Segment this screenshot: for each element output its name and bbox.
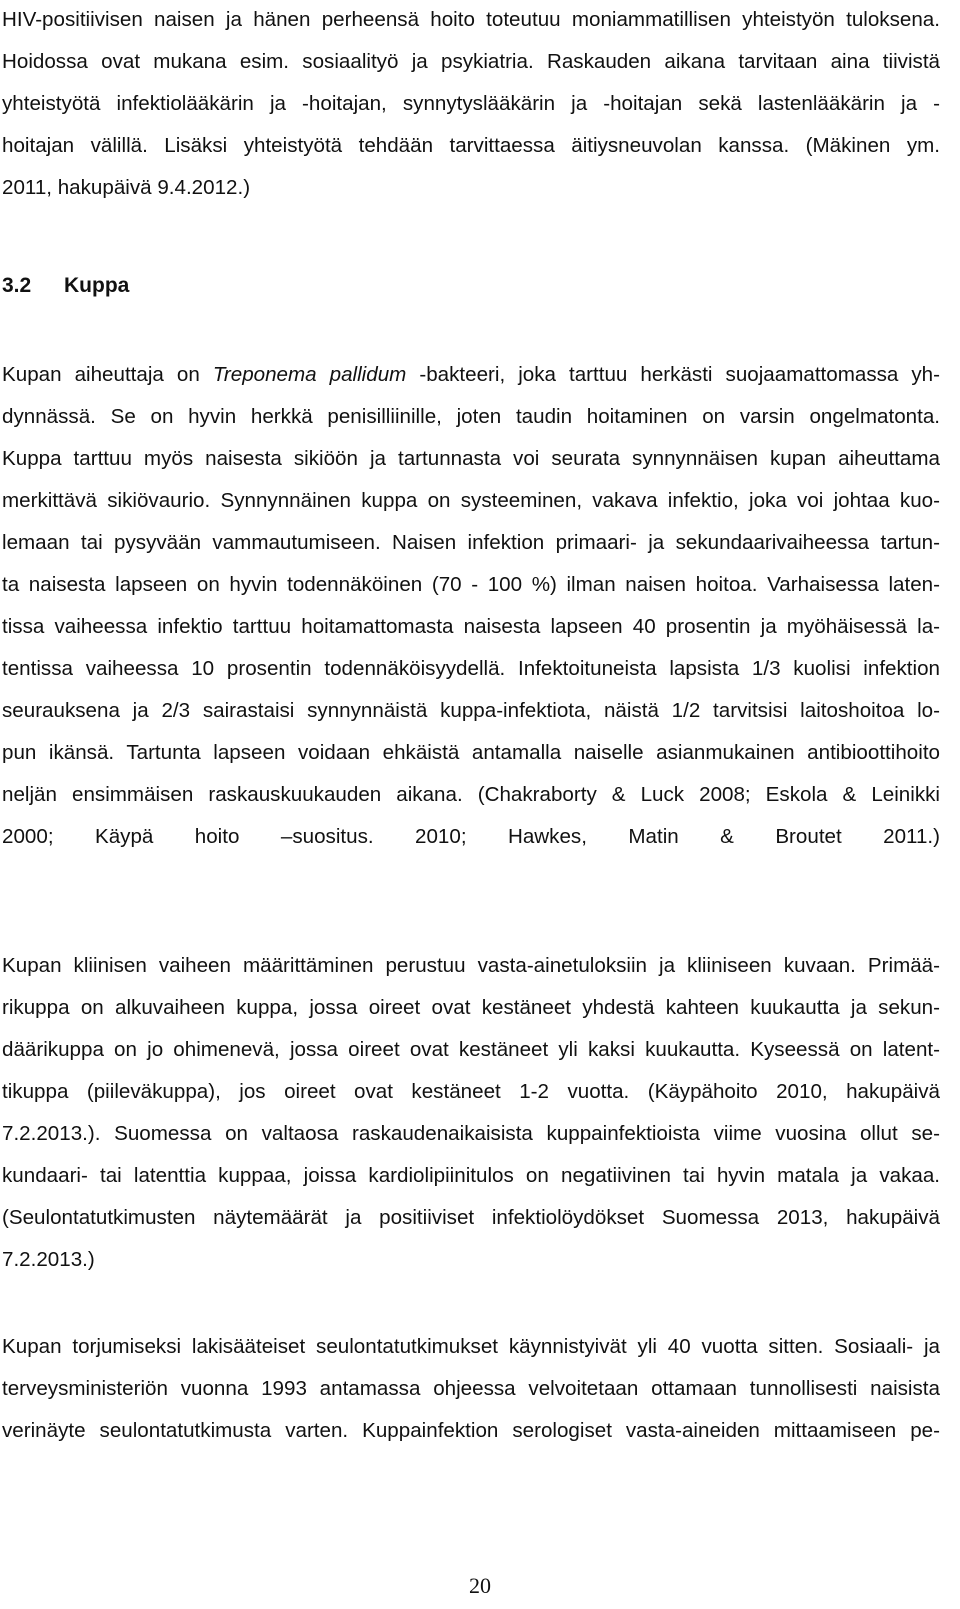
section-heading xyxy=(2,266,129,306)
text-line: 7.2.2013.) xyxy=(2,1248,95,1271)
text-line: 2011, hakupäivä 9.4.2012.) xyxy=(2,176,251,199)
text-line: tissa vaiheessa infektio tarttuu hoitamattomasta naisesta lapseen 40 prosentin ja myöhäisessä la- xyxy=(2,615,940,638)
text-line: 7.2.2013.). Suomessa on valtaosa raskaudenaikaisista kuppainfektioista viime vuosina ollut se- xyxy=(2,1122,940,1145)
text-line: pun ikänsä. Tartunta lapseen voidaan ehkäistä antamalla naiselle asianmukainen antibioottihoito xyxy=(2,741,940,764)
text-line: Kupan kliinisen vaiheen määrittäminen perustuu vasta-ainetuloksiin ja kliiniseen kuvaan. Primää- xyxy=(2,954,940,977)
section-number: 3.2 xyxy=(2,274,32,297)
text-line: merkittävä sikiövaurio. Synnynnäinen kuppa on systeeminen, vakava infektio, joka voi johtaa kuo- xyxy=(2,489,940,512)
text-line: 2000; Käypä hoito –suositus. 2010; Hawkes, Matin & Broutet 2011.) xyxy=(2,825,940,848)
text-line xyxy=(2,859,940,899)
text-line: lemaan tai pysyvään vammautumiseen. Naisen infektion primaari- ja sekundaarivaiheessa tartun- xyxy=(2,531,940,554)
text-line: kundaari- tai latenttia kuppaa, joissa kardiolipiinitulos on negatiivinen tai hyvin matala ja vakaa. xyxy=(2,1164,940,1187)
text-line: terveysministeriön vuonna 1993 antamassa ohjeessa velvoitetaan ottamaan tunnollisesti naisista xyxy=(2,1377,940,1400)
text-line: tentissa vaiheessa 10 prosentin todennäköisyydellä. Infektoituneista lapsista 1/3 kuolisi infektion xyxy=(2,657,940,680)
text-line: (Seulontatutkimusten näytemäärät ja positiiviset infektiolöydökset Suomessa 2013, hakupäivä xyxy=(2,1206,940,1229)
text-line: HIV-positiivisen naisen ja hänen perheensä hoito toteutuu moniammatillisen yhteistyön tuloksena. xyxy=(2,8,940,31)
text-line: yhteistyötä infektiolääkärin ja -hoitajan, synnytyslääkärin ja -hoitajan sekä lastenlääkärin ja - xyxy=(2,92,940,115)
text-line: rikuppa on alkuvaiheen kuppa, jossa oireet ovat kestäneet yhdestä kahteen kuukautta ja sekun- xyxy=(2,996,940,1019)
text-line: neljän ensimmäisen raskauskuukauden aikana. (Chakraborty & Luck 2008; Eskola & Leinikki xyxy=(2,783,940,806)
text-line: däärikuppa on jo ohimenevä, jossa oireet ovat kestäneet yli kaksi kuukautta. Kyseessä on latent- xyxy=(2,1038,940,1061)
text-line: hoitajan välillä. Lisäksi yhteistyötä tehdään tarvittaessa äitiysneuvolan kanssa. (Mäkinen ym. xyxy=(2,134,940,157)
section-title: Kuppa xyxy=(64,274,130,297)
text-line: tikuppa (piileväkuppa), jos oireet ovat kestäneet 1-2 vuotta. (Käypähoito 2010, hakupäivä xyxy=(2,1080,940,1103)
text-line: verinäyte seulontatutkimusta varten. Kuppainfektion serologiset vasta-aineiden mittaamiseen pe- xyxy=(2,1419,940,1442)
text-line: Hoidossa ovat mukana esim. sosiaalityö ja psykiatria. Raskauden aikana tarvitaan aina tiivistä xyxy=(2,50,940,73)
text-line: Kuppa tarttuu myös naisesta sikiöön ja tartunnasta voi seurata synnynnäisen kupan aiheuttama xyxy=(2,447,940,470)
text-segment: Kupan aiheuttaja on xyxy=(2,363,213,386)
page-number: 20 xyxy=(469,1573,491,1598)
species-name: Treponema pallidum xyxy=(212,363,407,386)
text-line: ta naisesta lapseen on hyvin todennäköinen (70 - 100 %) ilman naisen hoitoa. Varhaisessa laten- xyxy=(2,573,940,596)
text-line: Kupan torjumiseksi lakisääteiset seulontatutkimukset käynnistyivät yli 40 vuotta sitten. Sosiaali- ja xyxy=(2,1335,940,1358)
text-segment: -bakteeri, joka tarttuu herkästi suojaamattomassa yh- xyxy=(406,363,940,386)
text-line xyxy=(2,355,940,395)
text-line: dynnässä. Se on hyvin herkkä penisilliinille, joten taudin hoitaminen on varsin ongelmatonta. xyxy=(2,405,940,428)
text-line: seurauksena ja 2/3 sairastaisi synnynnäistä kuppa-infektiota, näistä 1/2 tarvitsisi laitoshoitoa lo- xyxy=(2,699,940,722)
